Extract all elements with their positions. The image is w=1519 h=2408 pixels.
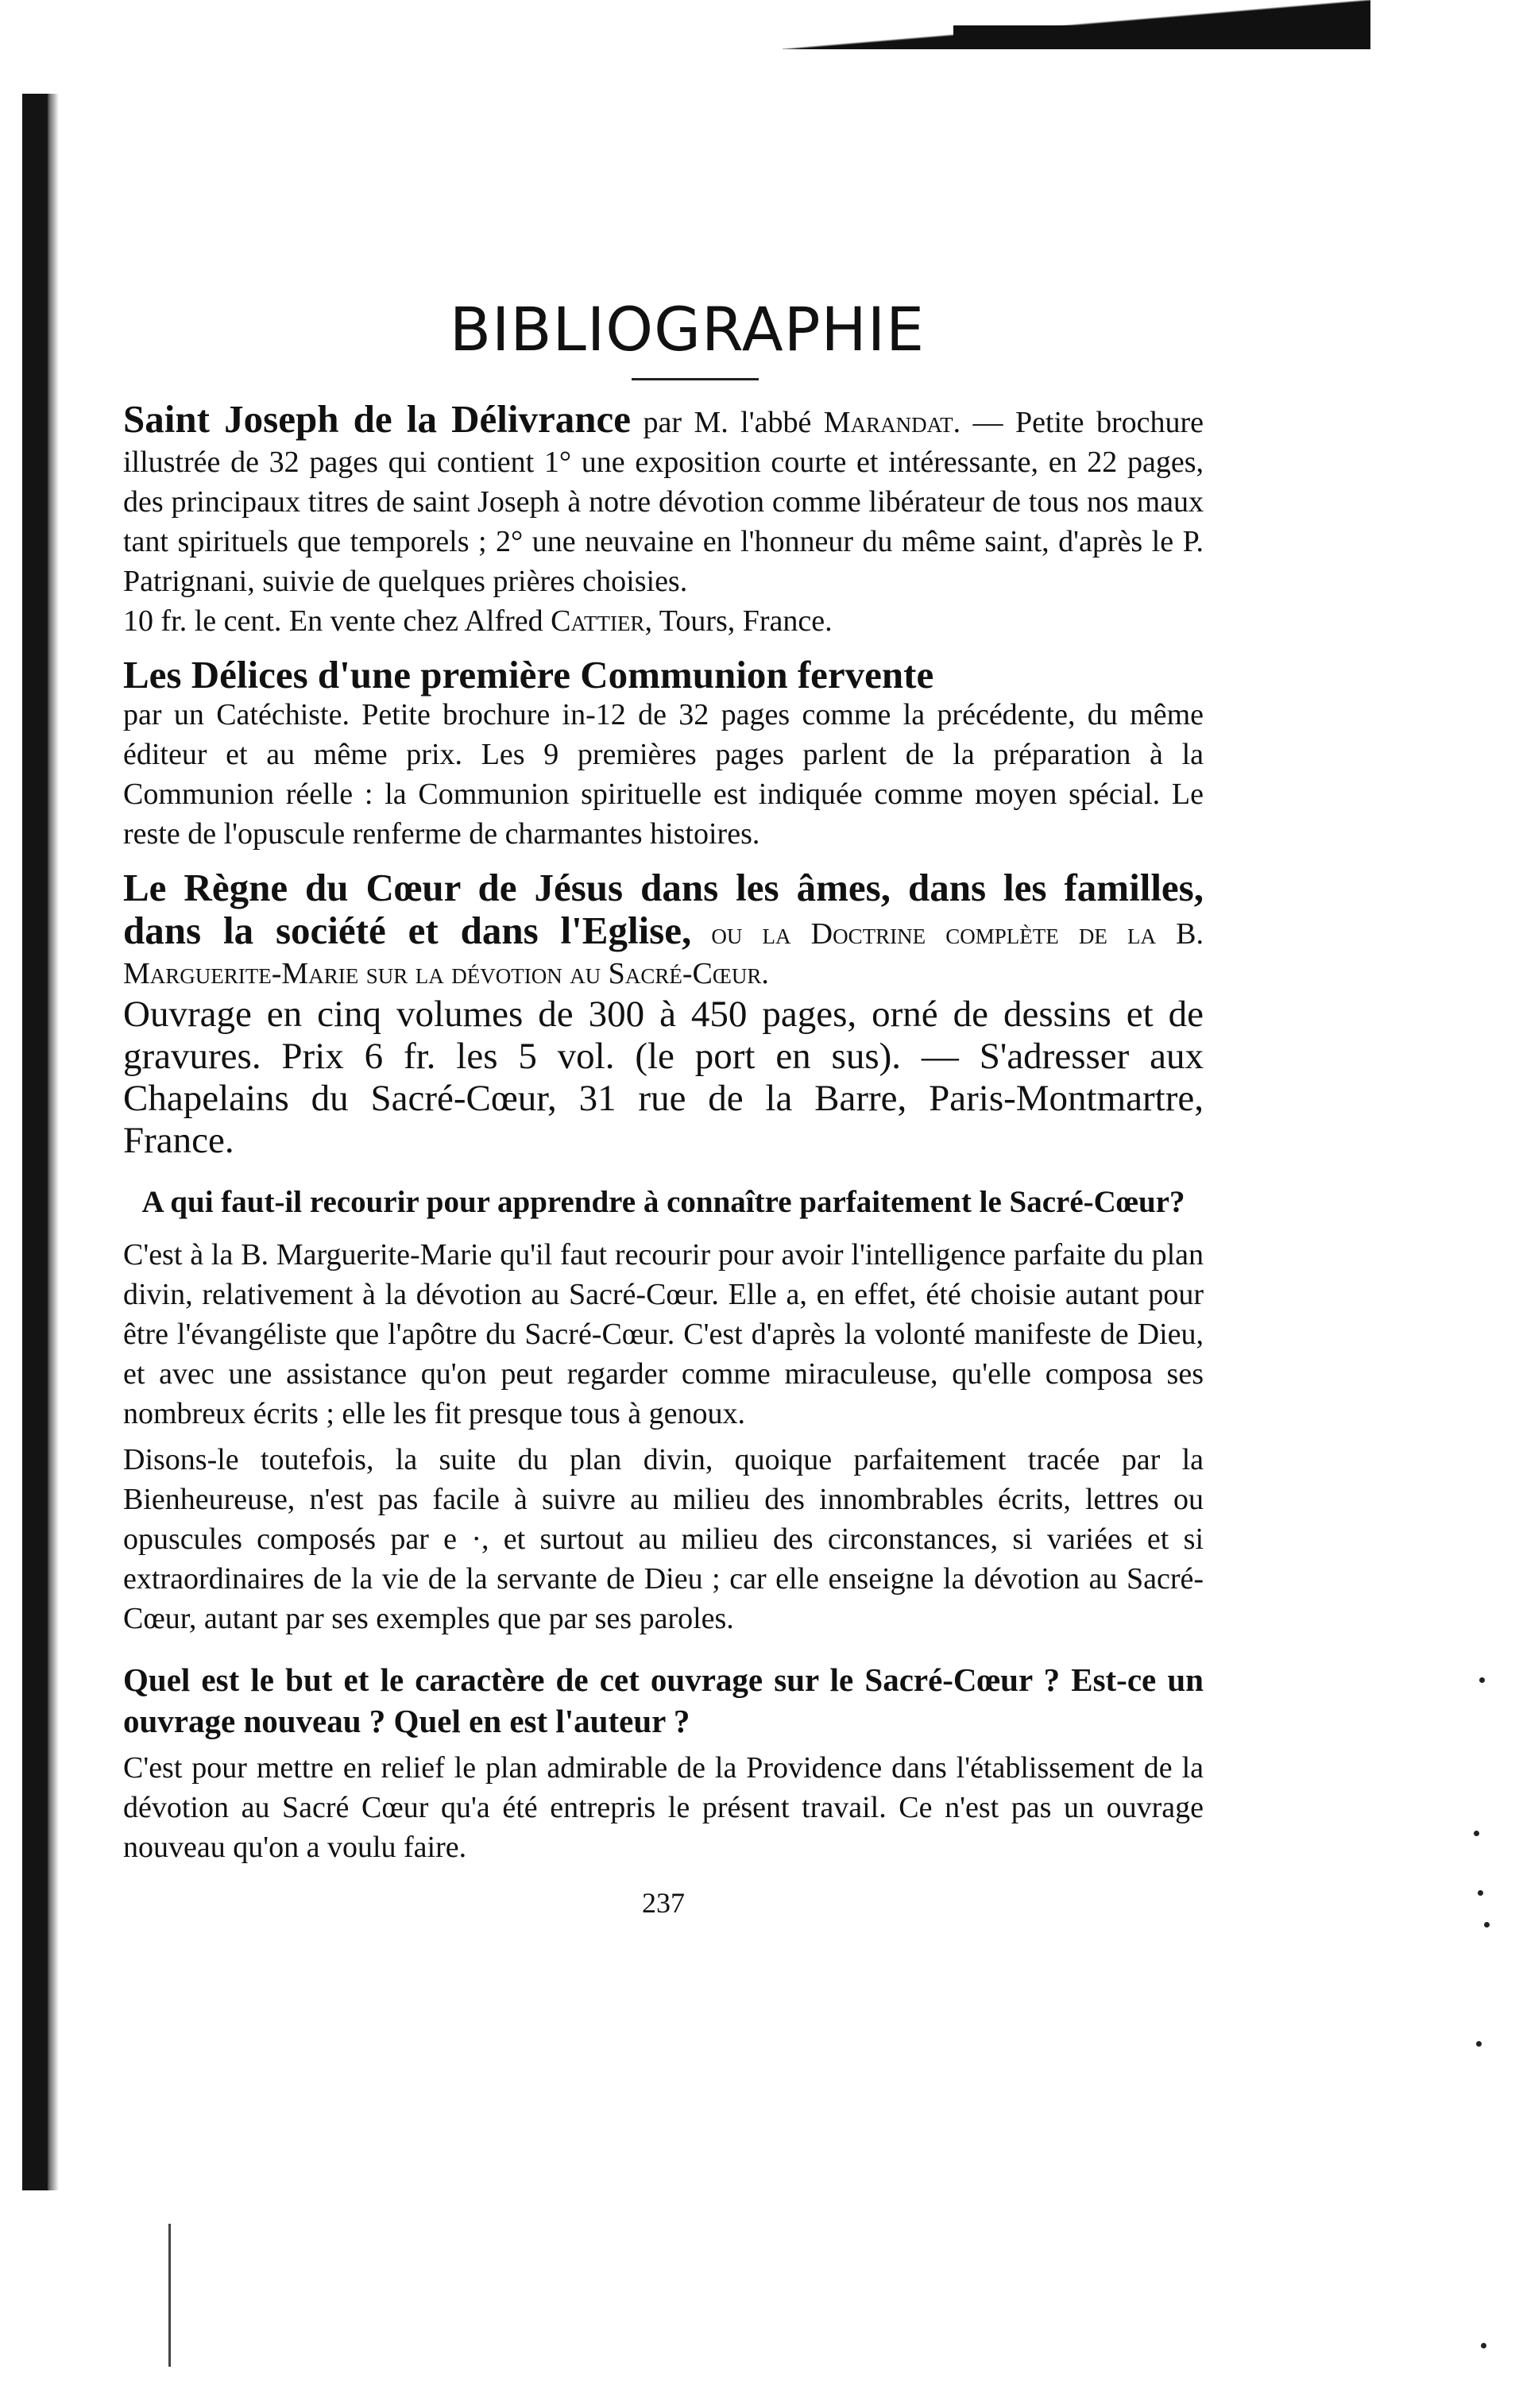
entry-2 (123, 655, 1204, 854)
speck (1476, 2041, 1482, 2047)
entry-1-place: , Tours, France. (644, 604, 833, 638)
binding-shadow-edge (48, 94, 59, 2190)
speck (1484, 1922, 1490, 1928)
speck (1479, 1677, 1485, 1683)
entry-1 (123, 399, 1204, 601)
question-2: Quel est le but et le caractère de cet ouvrage sur le Sacré-Cœur ? Est-ce un ouvrage nouveau ? Quel en est l'auteur ? (123, 1661, 1204, 1739)
entry-1-body: . — Petite brochure illustrée de 32 pages qui contient 1° une exposition courte et intéressante, en 22 pages, des principaux titres de saint Joseph à notre dévotion comme libérateur de tous nos maux tant spirituels que temporels ; 2° une neuvaine en l'honneur du même saint, d'après le P. Patrignani, suivie de quelques prières choisies. (123, 406, 1204, 598)
speck (1474, 1831, 1479, 1836)
entry-3 (123, 868, 1204, 994)
entry-2-body: par un Catéchiste. Petite brochure in-12 de 32 pages comme la précédente, du même éditeur et au même prix. Les 9 premières pages parlent de la préparation à la Communion réelle : la Communion spirituelle est indiquée comme moyen spécial. Le reste de l'opuscule renferme de charmantes histoires. (123, 698, 1204, 851)
top-edge-bar (953, 25, 1370, 49)
entry-2-title: Les Délices d'une première Communion fervente (123, 653, 934, 697)
page-number: 237 (642, 1887, 685, 1919)
entry-3-title: Le Règne du Cœur de Jésus dans les âmes, dans les familles, dans la société et dans l'Eglise, (123, 866, 1204, 952)
speck (1478, 1890, 1483, 1896)
entry-1-lead: par M. l'abbé (631, 406, 824, 439)
answer-1-paragraph-2: Disons-le toutefois, la suite du plan divin, quoique parfaitement tracée par la Bienheureuse, n'est pas facile à suivre au milieu des innombrables écrits, lettres ou opuscules composés par e ·, et surtout au milieu des circonstances, si variées et si extraordinaires de la vie de la servante de Dieu ; car elle enseigne la dévotion au Sacré-Cœur, autant par ses exemples que par ses paroles. (123, 1443, 1204, 1635)
entry-1-title: Saint Joseph de la Délivrance (123, 397, 632, 441)
entry-1-price-text: 10 fr. le cent. En vente chez Alfred (123, 604, 551, 638)
entry-1-author: Marandat (823, 406, 953, 439)
binding-shadow (22, 94, 49, 2190)
margin-line (168, 2224, 171, 2367)
question-1: A qui faut-il recourir pour apprendre à connaître parfaitement le Sacré-Cœur? (141, 1185, 1185, 1219)
entry-3-body: Ouvrage en cinq volumes de 300 à 450 pages, orné de dessins et de gravures. Prix 6 fr. les 5 vol. (le port en sus). — S'adresser aux Chapelains du Sacré-Cœur, 31 rue de la Barre, Paris-Montmartre, France. (123, 994, 1204, 1161)
answer-2: C'est pour mettre en relief le plan admirable de la Providence dans l'établissement de la dévotion au Sacré Cœur qu'a été entrepris le présent travail. Ce n'est pas un ouvrage nouveau qu'on a voulu faire. (123, 1751, 1204, 1864)
entry-3-subtitle: ou la Doctrine complète de la B. Marguerite-Marie sur la dévotion au Sacré-Cœur. (123, 917, 1204, 990)
page-title: BIBLIOGRAPHIE (449, 294, 926, 365)
speck (1481, 2343, 1486, 2348)
text-body (123, 294, 1204, 1920)
entry-1-seller: Cattier (551, 604, 645, 638)
answer-1-paragraph-1: C'est à la B. Marguerite-Marie qu'il faut recourir pour avoir l'intelligence parfaite du plan divin, relativement à la dévotion au Sacré-Cœur. Elle a, en effet, été choisie autant pour être l'évangéliste que l'apôtre du Sacré-Cœur. C'est d'après la volonté manifeste de Dieu, et avec une assistance qu'on peut regarder comme miraculeuse, qu'elle composa ses nombreux écrits ; elle les fit presque tous à genoux. (123, 1238, 1204, 1430)
entry-1-price (123, 601, 1204, 641)
title-rule (632, 378, 759, 380)
